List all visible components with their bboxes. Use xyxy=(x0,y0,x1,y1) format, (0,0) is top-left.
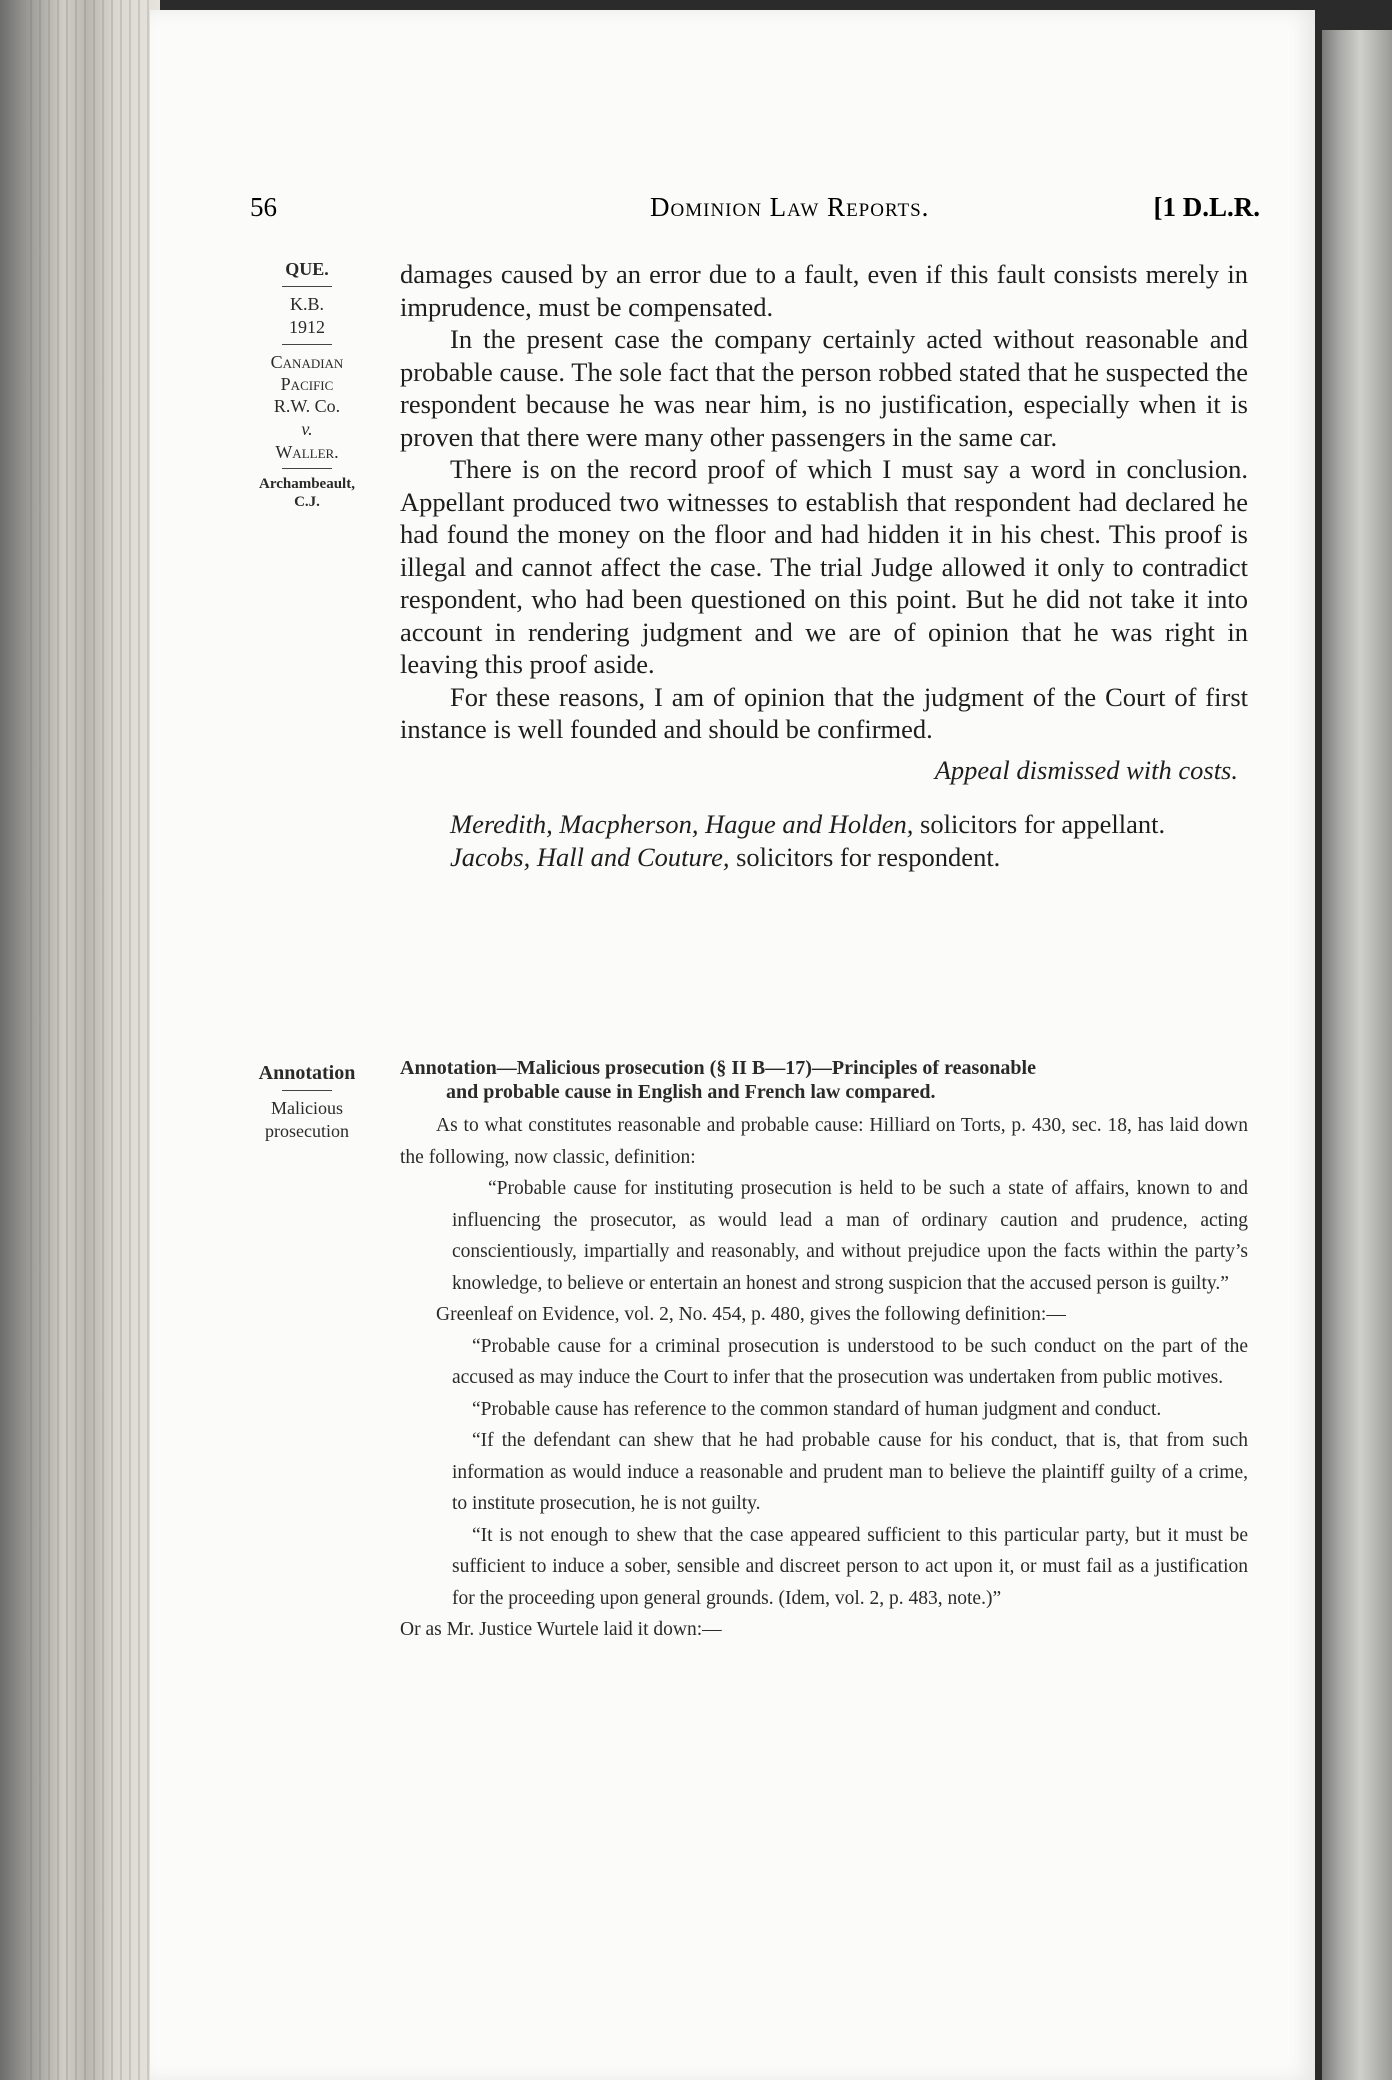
annotation-quote: “If the defendant can shew that he had probable cause for his conduct, that is, that from such information as would induce a reasonable and prudent man to believe the plaintiff guilty of a crime, to institute prosecution, he is not guilty. xyxy=(452,1430,1248,1514)
solicitors-appellant xyxy=(400,808,1248,841)
annotation-margin-note xyxy=(232,1062,382,1143)
paragraph: damages caused by an error due to a fault, even if this fault consists merely in imprudence, must be compensated. xyxy=(400,259,1248,322)
annotation-quote: “Probable cause has reference to the common standard of human judgment and conduct. xyxy=(472,1398,1162,1420)
margin-year: 1912 xyxy=(289,317,325,337)
margin-rule xyxy=(282,1090,332,1091)
margin-judge-line2: C.J. xyxy=(294,494,320,510)
annotation-title xyxy=(400,1056,1248,1104)
running-title: Dominion Law Reports. xyxy=(650,192,930,222)
case-margin-note xyxy=(232,258,382,511)
margin-party1-line3: R.W. Co. xyxy=(273,396,341,416)
annotation-section xyxy=(400,1056,1248,1646)
solicitor-names: Jacobs, Hall and Couture, xyxy=(450,841,730,872)
solicitor-names: Meredith, Macpherson, Hague and Holden, xyxy=(450,809,914,839)
annotation-paragraph: Greenleaf on Evidence, vol. 2, No. 454, p. 480, gives the following definition:— xyxy=(436,1304,1066,1325)
next-page-edge xyxy=(1322,30,1392,2080)
annotation-title-line2: and probable cause in English and French law compared. xyxy=(446,1081,936,1103)
disposition: Appeal dismissed with costs. xyxy=(934,754,1238,785)
paragraph: For these reasons, I am of opinion that the judgment of the Court of first instance is well founded and should be confirmed. xyxy=(400,681,1248,744)
margin-rule xyxy=(282,344,332,345)
running-header xyxy=(250,192,1260,232)
paragraph: There is on the record proof of which I must say a word in conclusion. Appellant produced two witnesses to establish that respondent had declared he had found the money on the floor and had hidden it in his chest. This proof is illegal and cannot affect the case. The trial Judge allowed it only to contradict respondent, who had been questioned on this point. But he did not take it into account in rendering judgment and we are of opinion that he was right in leaving this proof aside. xyxy=(400,454,1248,679)
margin-party1-line1: Canadian xyxy=(270,352,344,372)
book-binding xyxy=(0,0,160,2080)
margin-party1-line2: Pacific xyxy=(280,374,334,394)
margin-court: K.B. xyxy=(289,294,324,314)
margin-judge-line1: Archambeault, xyxy=(259,476,355,492)
solicitor-role: solicitors for appellant. xyxy=(913,809,1166,839)
margin-versus: v. xyxy=(301,419,313,439)
margin-annotation-sub2: prosecution xyxy=(265,1121,349,1141)
margin-annotation-sub1: Malicious xyxy=(271,1098,343,1118)
annotation-title-line1: Annotation—Malicious prosecution (§ II B—17)—Principles of reasonable xyxy=(400,1057,1036,1079)
annotation-quote: “It is not enough to shew that the case appeared sufficient to this particular party, but it must be sufficient to induce a sober, sensible and discreet person to act upon it, or must fail as a justification for the proceeding upon general grounds. (Idem, vol. 2, p. 483, note.)” xyxy=(452,1524,1248,1609)
annotation-quote: “Probable cause for a criminal prosecution is understood to be such conduct on the part of the accused as may induce the Court to infer that the prosecution was undertaken from public motives. xyxy=(452,1335,1248,1388)
judgment-text xyxy=(400,258,1248,873)
annotation-paragraph: Or as Mr. Justice Wurtele laid it down:— xyxy=(400,1619,722,1640)
margin-party2: Waller. xyxy=(275,442,339,462)
volume-reference: [1 D.L.R. xyxy=(1153,192,1260,222)
solicitors-respondent xyxy=(400,841,1248,874)
margin-rule xyxy=(282,286,332,287)
solicitor-role: solicitors for respondent. xyxy=(729,841,1001,872)
margin-rule xyxy=(282,468,332,469)
annotation-quote: “Probable cause for instituting prosecution is held to be such a state of affairs, known to and influencing the prosecutor, as would lead a man of ordinary caution and prudence, acting conscientiously, impartially and reasonably, and without prejudice upon the facts within the party’s knowledge, to believe or entertain an honest and strong suspicion that the accused person is guilty.” xyxy=(452,1178,1248,1294)
paragraph: In the present case the company certainly acted without reasonable and probable cause. The sole fact that the person robbed stated that he suspected the respondent because he was near him, is no justification, especially when it is proven that there were many other passengers in the same car. xyxy=(400,324,1248,452)
margin-annotation-label: Annotation xyxy=(258,1062,356,1084)
binding-texture xyxy=(30,0,150,2080)
annotation-paragraph: As to what constitutes reasonable and probable cause: Hilliard on Torts, p. 430, sec. 18, has laid down the following, now classic, definition: xyxy=(400,1115,1248,1168)
page-number: 56 xyxy=(250,192,277,222)
margin-province: QUE. xyxy=(285,259,329,279)
